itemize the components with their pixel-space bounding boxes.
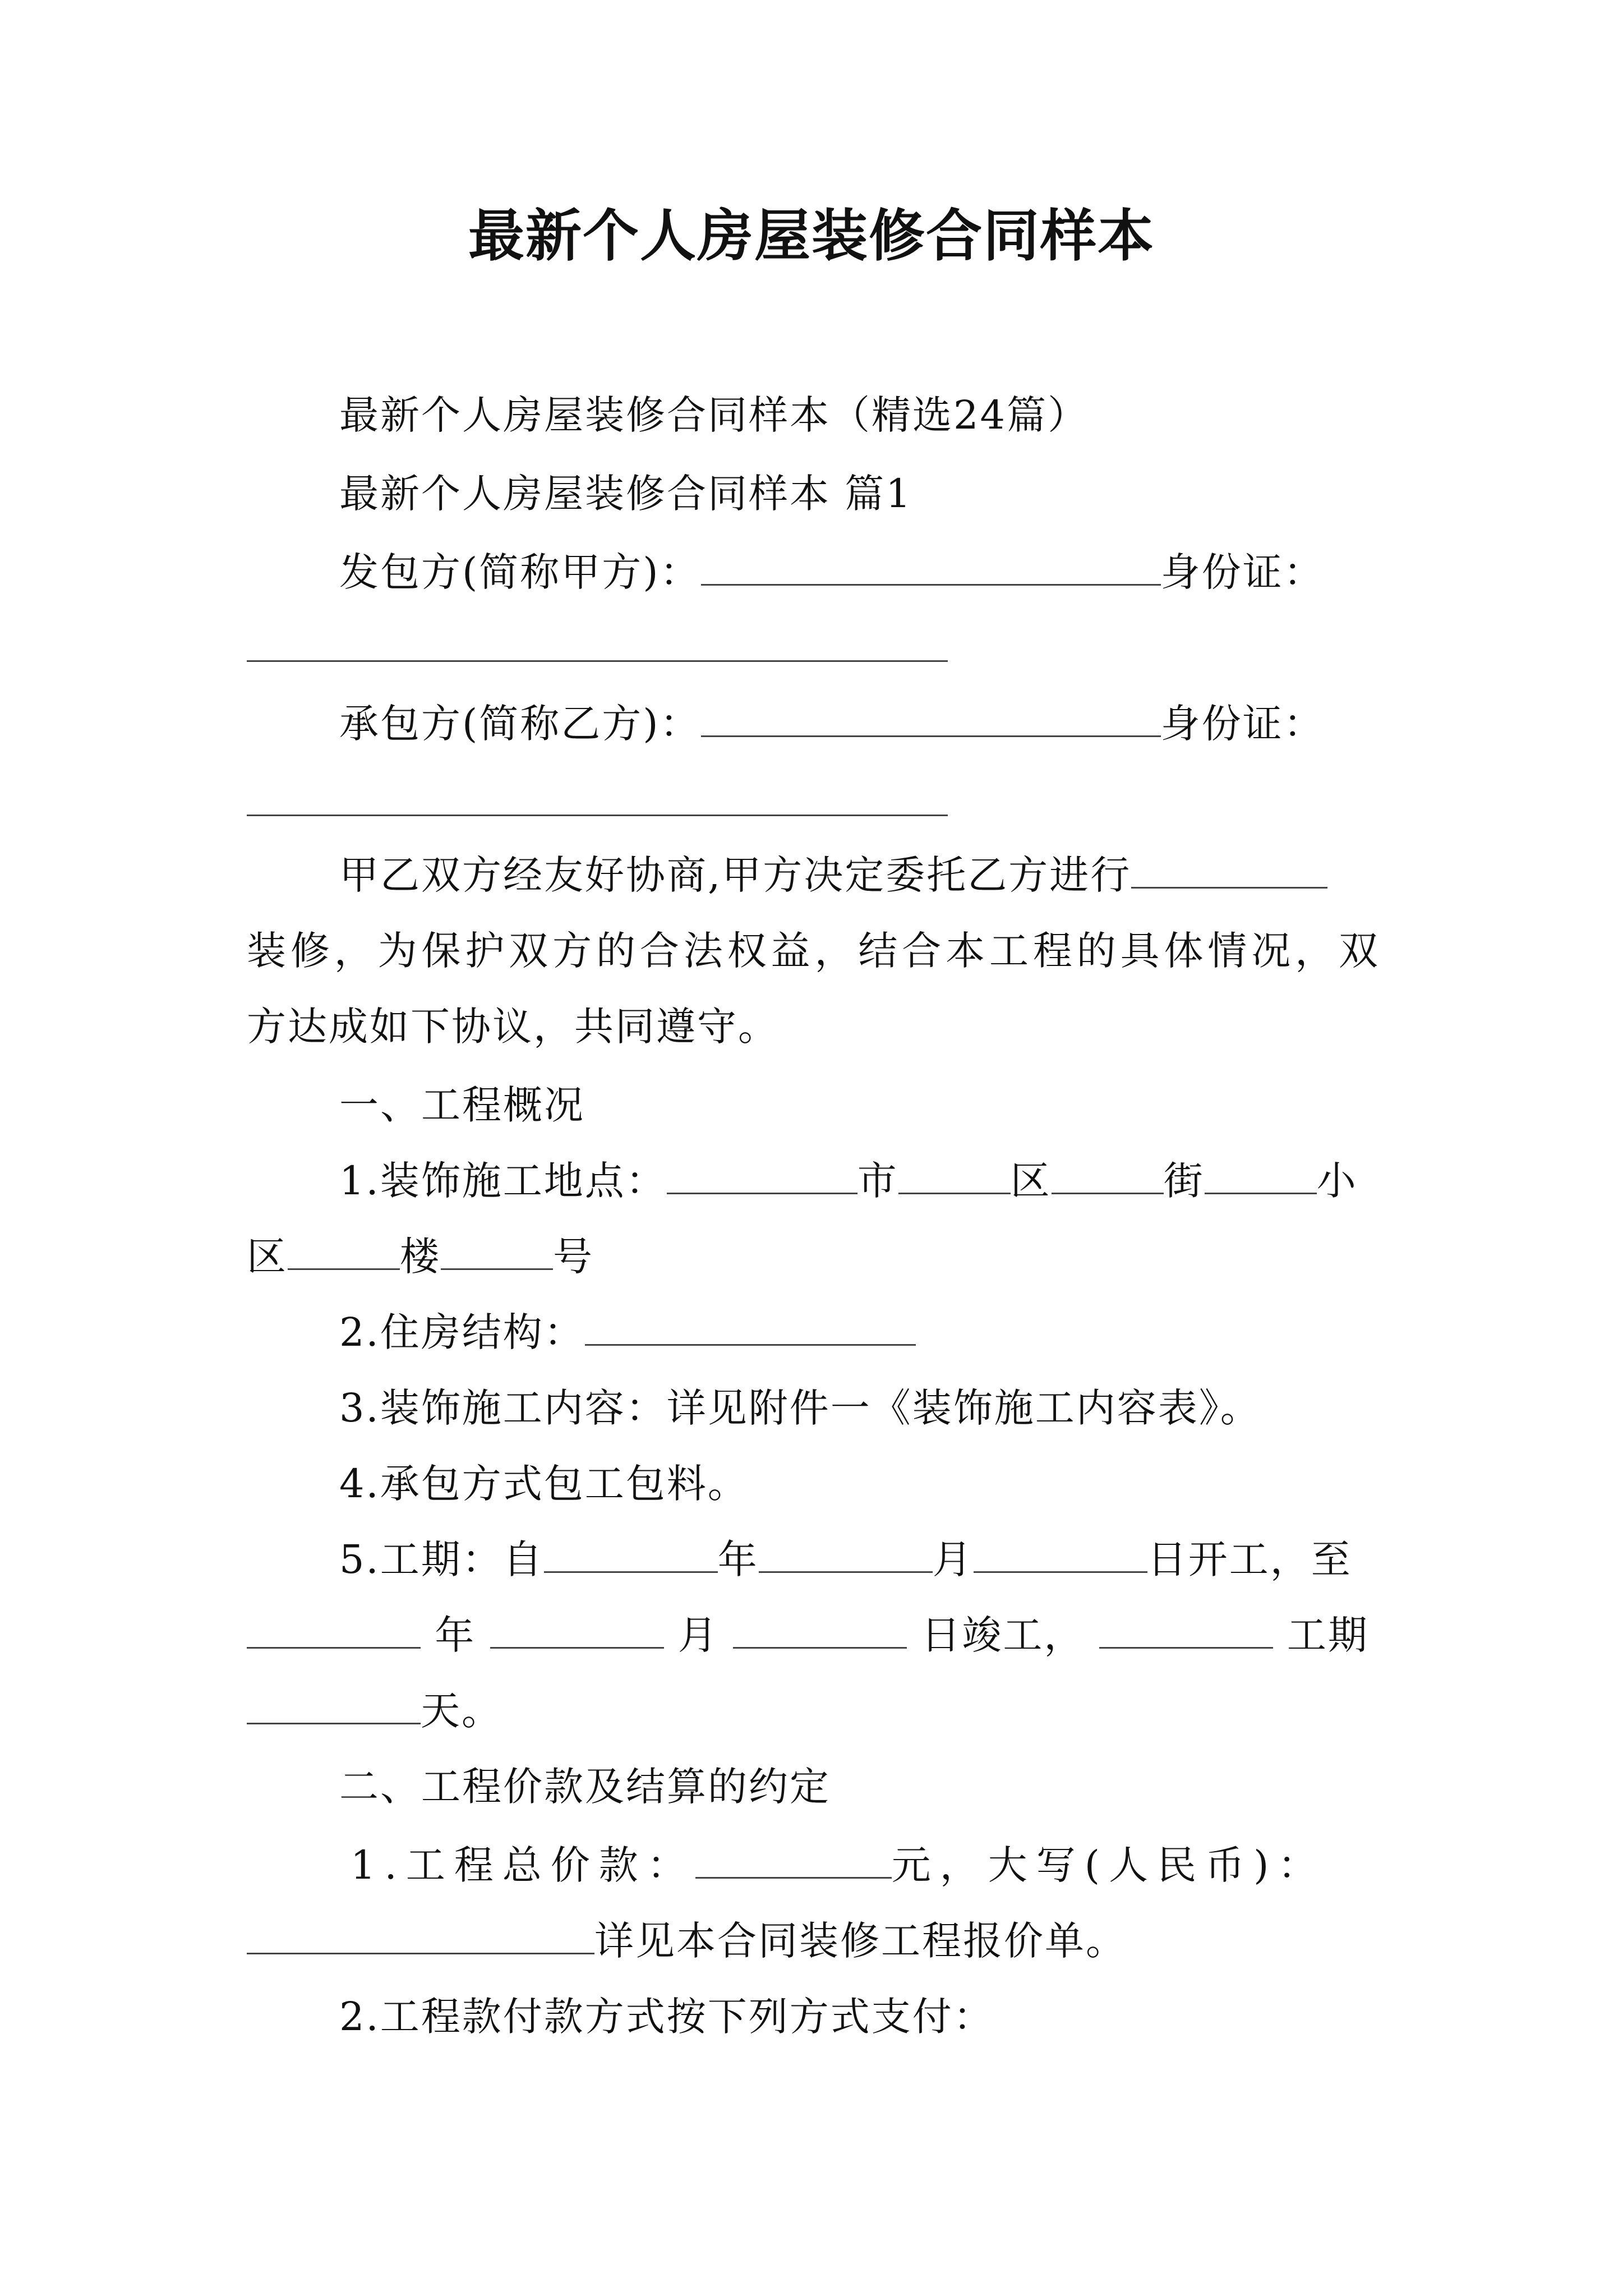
start-month-label: 月 <box>932 1536 974 1582</box>
start-year-blank[interactable] <box>544 1535 718 1573</box>
s1-item5-line3 <box>247 1683 502 1739</box>
building-blank[interactable] <box>288 1232 400 1270</box>
city-blank[interactable] <box>667 1157 857 1194</box>
section-heading: 最新个人房屋装修合同样本 篇1 <box>339 471 912 517</box>
days-label: 天。 <box>421 1688 502 1734</box>
end-year-blank[interactable] <box>247 1611 421 1649</box>
end-day-blank[interactable] <box>733 1611 907 1649</box>
start-day-label: 日开工，至 <box>1147 1536 1352 1582</box>
community-label-1: 小 <box>1316 1158 1358 1204</box>
end-day-label: 日竣工， <box>921 1612 1085 1658</box>
s1-item2 <box>339 1304 916 1360</box>
city-label: 市 <box>857 1158 898 1204</box>
total-price-label: 1.工程总价款： <box>351 1842 695 1888</box>
quotation-note: 详见本合同装修工程报价单。 <box>594 1918 1127 1964</box>
building-label: 楼 <box>400 1234 441 1280</box>
section-2-heading: 二、工程价款及结算的约定 <box>339 1764 831 1810</box>
decoration-type-blank[interactable] <box>1131 851 1327 889</box>
street-label: 街 <box>1163 1158 1205 1204</box>
s1-item3: 3.装饰施工内容：详见附件一《装饰施工内容表》。 <box>339 1385 1261 1431</box>
end-month-label: 月 <box>677 1612 719 1658</box>
period-from-label: 5.工期：自 <box>339 1536 544 1582</box>
party-b-label: 承包方(简称乙方)： <box>339 701 701 747</box>
s1-item5-line2 <box>247 1607 1369 1663</box>
street-blank[interactable] <box>1052 1157 1164 1194</box>
page-title: 最新个人房屋装修合同样本 <box>468 203 1155 269</box>
period-blank[interactable] <box>1099 1611 1273 1649</box>
end-month-blank[interactable] <box>490 1611 664 1649</box>
amount-in-words-label: 元，大写(人民币)： <box>891 1842 1326 1888</box>
number-label: 号 <box>553 1234 594 1280</box>
structure-label: 2.住房结构： <box>339 1309 585 1355</box>
amount-in-words-blank[interactable] <box>247 1917 594 1954</box>
start-month-blank[interactable] <box>759 1535 933 1573</box>
community-blank[interactable] <box>1205 1157 1317 1194</box>
start-day-blank[interactable] <box>974 1535 1147 1573</box>
party-a-id-blank[interactable] <box>247 659 948 662</box>
location-label: 1.装饰施工地点： <box>339 1158 667 1204</box>
section-1-heading: 一、工程概况 <box>339 1082 585 1128</box>
party-b-line <box>339 696 1325 752</box>
s2-item1-line1 <box>351 1837 1326 1893</box>
s1-item1-line2 <box>247 1228 594 1285</box>
intro-line-2: 装修，为保护双方的合法权益，结合本工程的具体情况，双 <box>247 928 1380 974</box>
s1-item1-line1 <box>339 1153 1358 1209</box>
party-b-id-blank[interactable] <box>247 813 948 816</box>
period-label: 工期 <box>1287 1612 1369 1658</box>
total-price-blank[interactable] <box>695 1841 892 1879</box>
number-blank[interactable] <box>441 1232 553 1270</box>
party-a-name-blank[interactable] <box>701 548 1161 586</box>
start-year-label: 年 <box>717 1536 759 1582</box>
intro-line-1 <box>339 847 1327 903</box>
district-label: 区 <box>1010 1158 1052 1204</box>
structure-blank[interactable] <box>585 1308 916 1346</box>
days-blank[interactable] <box>247 1687 421 1724</box>
s1-item4: 4.承包方式包工包料。 <box>339 1461 749 1507</box>
s2-item1-line2 <box>247 1913 1127 1969</box>
party-b-id-label: 身份证： <box>1160 701 1325 747</box>
subtitle: 最新个人房屋装修合同样本（精选24篇） <box>339 392 1089 438</box>
s2-item2: 2.工程款付款方式按下列方式支付： <box>339 1994 994 2040</box>
party-a-id-label: 身份证： <box>1160 549 1325 595</box>
intro-line-3: 方达成如下协议，共同遵守。 <box>247 1004 779 1050</box>
party-a-line <box>339 544 1325 600</box>
intro-text-1: 甲乙双方经友好协商,甲方决定委托乙方进行 <box>339 852 1132 898</box>
party-a-label: 发包方(简称甲方)： <box>339 549 701 595</box>
party-b-name-blank[interactable] <box>701 700 1161 737</box>
end-year-label: 年 <box>435 1612 476 1658</box>
district-blank[interactable] <box>898 1157 1011 1194</box>
s1-item5-line1 <box>339 1531 1352 1588</box>
community-label-2: 区 <box>247 1234 288 1280</box>
